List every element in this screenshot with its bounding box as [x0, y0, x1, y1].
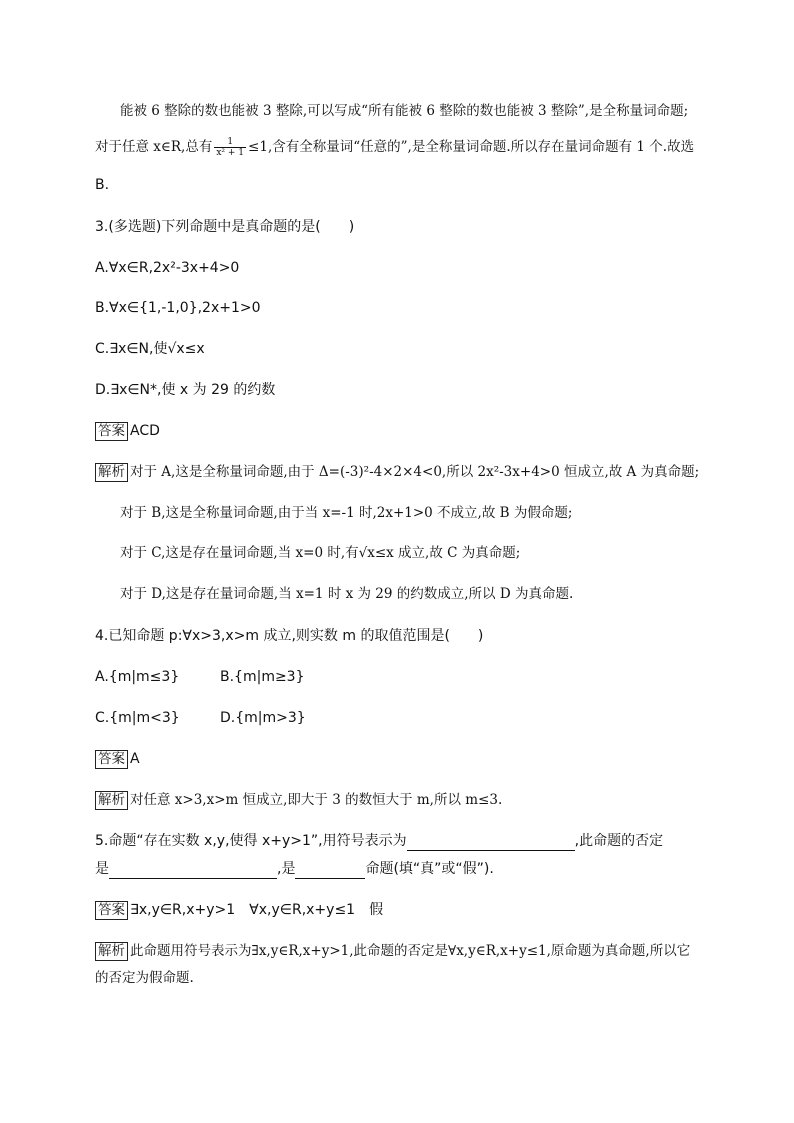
q5-stem-pre: 5.命题“存在实数 x,y,使得 x+y>1”,用符号表示为	[95, 833, 407, 849]
fraction-denominator: x² + 1	[216, 148, 245, 158]
q4-option-c: C.{m|m<3}	[95, 710, 180, 726]
q5-stem-line-2	[95, 859, 494, 879]
q5-line2-pre: 是	[95, 861, 109, 877]
q5-stem-post: ,此命题的否定	[574, 833, 664, 849]
q5-answer-row	[95, 900, 383, 920]
prev-analysis-line-2-post: ≤1,含有全称量词“任意的”,是全称量词命题.所以存在量词命题有 1 个.故选	[248, 139, 695, 155]
q4-option-b: B.{m|m≥3}	[220, 669, 305, 685]
q4-option-d: D.{m|m>3}	[220, 710, 306, 726]
answer-tag: 答案	[95, 901, 128, 920]
q3-analysis-row	[95, 462, 699, 482]
q3-analysis-line-2: 对于 B,这是全称量词命题,由于当 x=-1 时,2x+1>0 不成立,故 B 为假命题;	[120, 505, 573, 521]
q3-option-a: A.∀x∈R,2x²-3x+4>0	[95, 260, 240, 276]
q5-answer: ∃x,y∈R,x+y>1 ∀x,y∈R,x+y≤1 假	[130, 902, 384, 918]
q4-option-a: A.{m|m≤3}	[95, 669, 180, 685]
q3-answer: ACD	[130, 423, 160, 439]
prev-analysis-line-1: 能被 6 整除的数也能被 3 整除,可以写成“所有能被 6 整除的数也能被 3 整除”,是全称量词命题;	[120, 103, 689, 119]
q4-answer: A	[130, 751, 140, 767]
q5-analysis-row	[95, 941, 690, 961]
q5-blank-1	[407, 834, 575, 851]
q5-analysis-line-2: 的否定为假命题.	[95, 970, 194, 986]
q3-analysis-line-3: 对于 C,这是存在量词命题,当 x=0 时,有√x≤x 成立,故 C 为真命题;	[120, 545, 521, 561]
q4-answer-row	[95, 749, 140, 769]
analysis-tag: 解析	[95, 463, 128, 482]
prev-analysis-line-2-pre: 对于任意 x∈R,总有	[95, 139, 213, 155]
fraction	[214, 137, 246, 158]
q5-blank-2	[109, 862, 277, 879]
answer-tag: 答案	[95, 750, 128, 769]
q5-stem-line-1	[95, 831, 663, 851]
q3-option-d: D.∃x∈N*,使 x 为 29 的约数	[95, 382, 276, 398]
q3-analysis-line-1: 对于 A,这是全称量词命题,由于 Δ=(-3)²-4×2×4<0,所以 2x²-3x+4>0 恒成立,故 A 为真命题;	[130, 464, 700, 480]
q3-option-c: C.∃x∈N,使√x≤x	[95, 341, 205, 357]
analysis-tag: 解析	[95, 942, 128, 961]
analysis-tag: 解析	[95, 791, 128, 810]
answer-tag: 答案	[95, 422, 128, 441]
prev-analysis-line-2	[95, 137, 694, 158]
q5-line2-mid: ,是	[277, 861, 296, 877]
q5-analysis-line-1: 此命题用符号表示为∃x,y∈R,x+y>1,此命题的否定是∀x,y∈R,x+y≤1,原命题为真命题,所以它	[130, 943, 691, 959]
q3-analysis-line-4: 对于 D,这是存在量词命题,当 x=1 时 x 为 29 的约数成立,所以 D 为真命题.	[120, 586, 574, 602]
q4-analysis: 对任意 x>3,x>m 恒成立,即大于 3 的数恒大于 m,所以 m≤3.	[130, 792, 503, 808]
q4-analysis-row	[95, 790, 502, 810]
q5-blank-3	[295, 862, 365, 879]
prev-analysis-line-3: B.	[95, 177, 110, 193]
q3-stem: 3.(多选题)下列命题中是真命题的是( )	[95, 219, 355, 235]
q5-line2-post: 命题(填“真”或“假”).	[365, 861, 494, 877]
fraction-numerator: 1	[214, 137, 246, 148]
q4-stem: 4.已知命题 p:∀x>3,x>m 成立,则实数 m 的取值范围是( )	[95, 628, 484, 644]
q3-option-b: B.∀x∈{1,-1,0},2x+1>0	[95, 300, 261, 316]
q3-answer-row	[95, 421, 160, 441]
